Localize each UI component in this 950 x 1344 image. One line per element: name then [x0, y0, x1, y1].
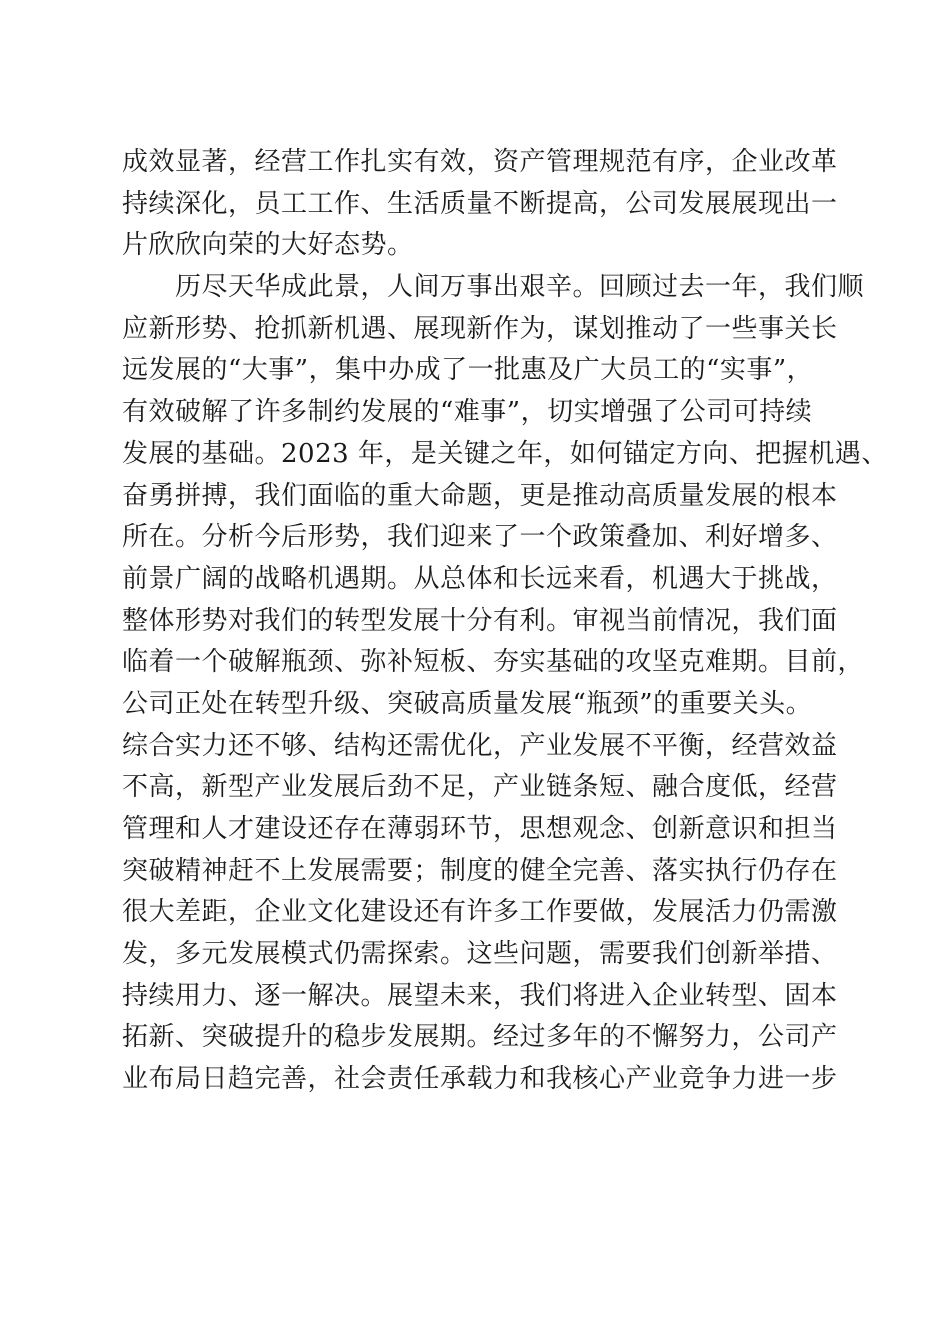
text-line: 成效显著，经营工作扎实有效，资产管理规范有序，企业改革 [122, 147, 838, 177]
text-line: 持续深化，员工工作、生活质量不断提高，公司发展展现出一 [122, 188, 838, 219]
text-line: 不高，新型产业发展后劲不足，产业链条短、融合度低，经营 [122, 772, 838, 803]
text-line: 整体形势对我们的转型发展十分有利。审视当前情况，我们面 [122, 605, 838, 636]
text-line: 综合实力还不够、结构还需优化，产业发展不平衡，经营效益 [122, 730, 838, 761]
text-line: 公司正处在转型升级、突破高质量发展“瓶颈”的重要关头。 [122, 688, 813, 719]
text-line: 前景广阔的战略机遇期。从总体和长远来看，机遇大于挑战， [122, 563, 838, 594]
text-line: 发，多元发展模式仍需探索。这些问题，需要我们创新举措、 [122, 939, 838, 970]
text-line: 历尽天华成此景，人间万事出艰辛。回顾过去一年，我们顺 [122, 272, 865, 303]
text-line: 所在。分析今后形势，我们迎来了一个政策叠加、利好增多、 [122, 522, 838, 553]
text-line: 业布局日趋完善，社会责任承载力和我核心产业竞争力进一步 [122, 1064, 838, 1095]
text-line: 持续用力、逐一解决。展望未来，我们将进入企业转型、固本 [122, 980, 838, 1011]
text-line: 片欣欣向荣的大好态势。 [122, 230, 414, 261]
text-line: 远发展的“大事”，集中办成了一批惠及广大员工的“实事”， [122, 355, 814, 386]
text-line: 发展的基础。2023 年，是关键之年，如何锚定方向、把握机遇、 [122, 438, 888, 469]
text-line: 突破精神赶不上发展需要；制度的健全完善、落实执行仍存在 [122, 855, 838, 886]
text-line: 有效破解了许多制约发展的“难事”，切实增强了公司可持续 [122, 397, 813, 428]
body-text [122, 142, 888, 1101]
text-line: 临着一个破解瓶颈、弥补短板、夯实基础的攻坚克难期。目前， [122, 647, 865, 678]
text-line: 拓新、突破提升的稳步发展期。经过多年的不懈努力，公司产 [122, 1022, 838, 1053]
text-line: 奋勇拼搏，我们面临的重大命题，更是推动高质量发展的根本 [122, 480, 838, 511]
text-line: 很大差距，企业文化建设还有许多工作要做，发展活力仍需激 [122, 897, 838, 928]
text-line: 管理和人才建设还存在薄弱环节，思想观念、创新意识和担当 [122, 814, 838, 844]
text-line: 应新形势、抢抓新机遇、展现新作为，谋划推动了一些事关长 [122, 313, 838, 344]
